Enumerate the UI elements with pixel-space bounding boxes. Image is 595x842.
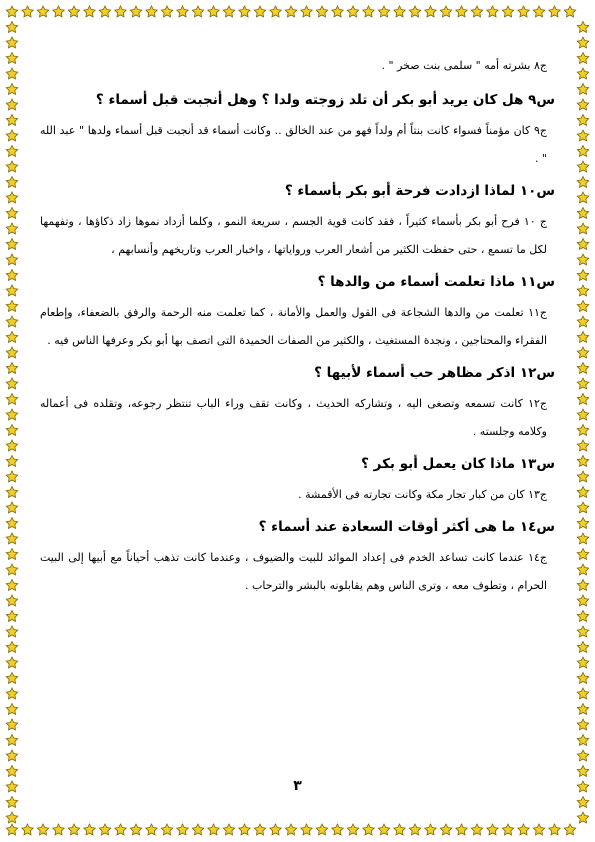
star-icon: [425, 824, 436, 835]
star-icon: [332, 6, 343, 17]
star-icon: [6, 332, 17, 343]
star-icon: [146, 824, 157, 835]
star-icon: [577, 394, 588, 405]
star-icon: [6, 549, 17, 560]
star-icon: [6, 68, 17, 79]
star-icon: [22, 824, 33, 835]
star-icon: [177, 824, 188, 835]
star-icon: [487, 6, 498, 17]
star-icon: [6, 750, 17, 761]
star-icon: [6, 99, 17, 110]
star-icon: [347, 6, 358, 17]
star-icon: [301, 6, 312, 17]
star-icon: [456, 824, 467, 835]
star-icon: [22, 6, 33, 17]
star-icon: [6, 115, 17, 126]
star-icon: [6, 626, 17, 637]
star-icon: [6, 347, 17, 358]
star-icon: [6, 518, 17, 529]
star-icon: [6, 657, 17, 668]
star-icon: [6, 53, 17, 64]
star-icon: [394, 824, 405, 835]
star-icon: [285, 824, 296, 835]
star-icon: [577, 750, 588, 761]
star-icon: [84, 6, 95, 17]
star-icon: [6, 719, 17, 730]
star-icon: [577, 192, 588, 203]
star-icon: [577, 239, 588, 250]
star-icon: [577, 115, 588, 126]
star-icon: [564, 6, 575, 17]
star-icon: [192, 6, 203, 17]
star-icon: [161, 6, 172, 17]
page-number: ٣: [293, 778, 302, 794]
star-icon: [53, 6, 64, 17]
star-icon: [254, 6, 265, 17]
star-icon: [347, 824, 358, 835]
star-icon: [84, 824, 95, 835]
star-icon: [577, 130, 588, 141]
star-icon: [577, 611, 588, 622]
star-icon: [577, 22, 588, 33]
star-icon: [471, 6, 482, 17]
star-icon: [378, 824, 389, 835]
star-icon: [577, 766, 588, 777]
star-icon: [533, 6, 544, 17]
question-9: س٩ هل كان يريد أبو بكر أن تلد زوجته ولدا ؟ وهل أنجبت قبل أسماء ؟: [95, 92, 555, 108]
star-icon: [301, 824, 312, 835]
star-icon: [425, 6, 436, 17]
star-icon: [6, 611, 17, 622]
star-icon: [577, 657, 588, 668]
star-icon: [577, 53, 588, 64]
question-13: س١٣ ماذا كان يعمل أبو بكر ؟: [361, 456, 555, 472]
star-icon: [6, 208, 17, 219]
star-icon: [6, 146, 17, 157]
star-icon: [6, 161, 17, 172]
star-icon: [577, 642, 588, 653]
star-icon: [6, 797, 17, 808]
star-icon: [577, 425, 588, 436]
star-icon: [577, 84, 588, 95]
star-icon: [456, 6, 467, 17]
star-icon: [37, 6, 48, 17]
star-icon: [577, 735, 588, 746]
star-icon: [577, 285, 588, 296]
star-icon: [518, 824, 529, 835]
star-icon: [577, 502, 588, 513]
star-icon: [549, 824, 560, 835]
star-icon: [577, 146, 588, 157]
star-icon: [37, 824, 48, 835]
star-icon: [6, 673, 17, 684]
star-icon: [577, 332, 588, 343]
question-11: س١١ ماذا تعلمت أسماء من والدها ؟: [317, 274, 555, 290]
star-icon: [6, 456, 17, 467]
star-icon: [6, 37, 17, 48]
answer-9: ج٩ كان مؤمناً فسواء كانت بنتاً أم ولداً فهو من عند الخالق .. وكانت أسماء قد أنجبت قبل أسماء ولدها " عبد الله " .: [40, 124, 547, 165]
star-icon: [285, 6, 296, 17]
star-icon: [577, 580, 588, 591]
star-icon: [6, 316, 17, 327]
answer-14: ج١٤ عندما كانت تساعد الخدم فى إعداد الموائد للبيت والضيوف ، وعندما كانت تذهب أحياناً مع أبيها إلى البيت الحرام ، وتطوف معه ، وترى الناس وهم يقابلونه بالبشر والترحاب .: [40, 551, 547, 592]
star-icon: [6, 580, 17, 591]
answer-13: ج١٣ كان من كبار تجار مكة وكانت تجارته فى الأقمشة .: [298, 488, 547, 501]
star-icon: [6, 409, 17, 420]
star-icon: [577, 161, 588, 172]
star-icon: [270, 824, 281, 835]
star-icon: [6, 595, 17, 606]
star-icon: [577, 378, 588, 389]
star-icon: [577, 564, 588, 575]
answer-8: ج٨ بشرته أمه " سلمى بنت صخر " .: [381, 59, 547, 72]
star-icon: [518, 6, 529, 17]
star-icon: [6, 487, 17, 498]
star-icon: [577, 549, 588, 560]
star-icon: [577, 456, 588, 467]
star-icon: [6, 301, 17, 312]
star-icon: [6, 177, 17, 188]
star-icon: [577, 626, 588, 637]
star-icon: [6, 471, 17, 482]
star-icon: [115, 6, 126, 17]
star-icon: [223, 6, 234, 17]
question-14: س١٤ ما هى أكثر أوقات السعادة عند أسماء ؟: [258, 519, 555, 535]
star-icon: [564, 824, 575, 835]
star-icon: [208, 6, 219, 17]
star-icon: [254, 824, 265, 835]
star-icon: [6, 824, 17, 835]
star-icon: [577, 99, 588, 110]
star-icon: [440, 6, 451, 17]
star-icon: [68, 6, 79, 17]
star-icon: [577, 533, 588, 544]
star-icon: [99, 824, 110, 835]
star-icon: [6, 84, 17, 95]
star-icon: [577, 471, 588, 482]
star-icon: [6, 270, 17, 281]
star-icon: [6, 642, 17, 653]
star-icon: [239, 824, 250, 835]
worksheet-content: [40, 52, 555, 608]
star-icon: [577, 487, 588, 498]
star-icon: [6, 812, 17, 823]
star-icon: [146, 6, 157, 17]
star-icon: [6, 6, 17, 17]
star-icon: [6, 22, 17, 33]
star-icon: [577, 254, 588, 265]
star-icon: [99, 6, 110, 17]
star-icon: [577, 440, 588, 451]
star-icon: [577, 719, 588, 730]
star-icon: [223, 824, 234, 835]
star-icon: [6, 533, 17, 544]
answer-11: ج١١ تعلمت من والدها الشجاعة فى القول والعمل والأمانة ، كما تعلمت منه الرحمة والرفق بالضعفاء، وإطعام الفقراء والمحتاجين ، ونجدة المستغيث ، والكثير من الصفات الحميدة التى اتصف بها أبو بكر وعرفها الناس فيه .: [40, 306, 547, 347]
star-icon: [577, 177, 588, 188]
star-icon: [6, 735, 17, 746]
answer-12: ج١٢ كانت تسمعه وتصغى اليه ، وتشاركه الحديث ، وكانت تقف وراء الباب تنتظر رجوعه، وتقلده فى أعماله وكلامه وجلسته .: [40, 397, 547, 438]
star-icon: [533, 824, 544, 835]
star-icon: [577, 363, 588, 374]
star-icon: [68, 824, 79, 835]
star-icon: [471, 824, 482, 835]
star-icon: [363, 824, 374, 835]
star-icon: [6, 704, 17, 715]
star-icon: [6, 766, 17, 777]
star-icon: [409, 824, 420, 835]
star-icon: [363, 6, 374, 17]
star-icon: [487, 824, 498, 835]
star-icon: [6, 394, 17, 405]
star-icon: [6, 285, 17, 296]
star-icon: [577, 797, 588, 808]
star-icon: [577, 301, 588, 312]
star-icon: [332, 824, 343, 835]
star-icon: [130, 824, 141, 835]
star-icon: [577, 208, 588, 219]
star-icon: [577, 223, 588, 234]
star-icon: [440, 824, 451, 835]
star-icon: [6, 425, 17, 436]
star-icon: [130, 6, 141, 17]
star-icon: [409, 6, 420, 17]
star-icon: [6, 378, 17, 389]
star-icon: [577, 37, 588, 48]
star-icon: [577, 409, 588, 420]
star-icon: [502, 6, 513, 17]
star-icon: [577, 316, 588, 327]
star-icon: [161, 824, 172, 835]
star-icon: [577, 688, 588, 699]
star-icon: [6, 130, 17, 141]
star-icon: [549, 6, 560, 17]
star-icon: [6, 363, 17, 374]
star-icon: [378, 6, 389, 17]
star-icon: [6, 440, 17, 451]
star-icon: [577, 68, 588, 79]
star-icon: [177, 6, 188, 17]
star-icon: [6, 254, 17, 265]
star-icon: [394, 6, 405, 17]
star-icon: [577, 270, 588, 281]
star-icon: [316, 824, 327, 835]
star-icon: [115, 824, 126, 835]
star-icon: [6, 502, 17, 513]
star-icon: [577, 595, 588, 606]
star-icon: [270, 6, 281, 17]
star-icon: [577, 812, 588, 823]
star-icon: [6, 192, 17, 203]
star-icon: [6, 223, 17, 234]
star-icon: [6, 239, 17, 250]
star-icon: [577, 704, 588, 715]
star-icon: [316, 6, 327, 17]
star-icon: [239, 6, 250, 17]
star-icon: [208, 824, 219, 835]
star-icon: [577, 673, 588, 684]
star-icon: [6, 688, 17, 699]
star-icon: [577, 347, 588, 358]
star-icon: [192, 824, 203, 835]
star-icon: [502, 824, 513, 835]
star-icon: [53, 824, 64, 835]
answer-10: ج ١٠ فرح أبو بكر بأسماء كثيراً ، فقد كانت قوية الجسم ، سريعة النمو ، وكلما أزداد نموها زاد ذكاؤها ، وتفهمها لكل ما تسمع ، حتى حفظت الكثير من أشعار العرب ورواياتها ، واخبار العرب وتاريخهم وأنسابهم ،: [40, 215, 547, 256]
question-12: س١٢ اذكر مظاهر حب أسماء لأبيها ؟: [314, 365, 555, 381]
star-icon: [577, 518, 588, 529]
question-10: س١٠ لماذا ازدادت فرحة أبو بكر بأسماء ؟: [284, 183, 555, 199]
star-icon: [6, 564, 17, 575]
